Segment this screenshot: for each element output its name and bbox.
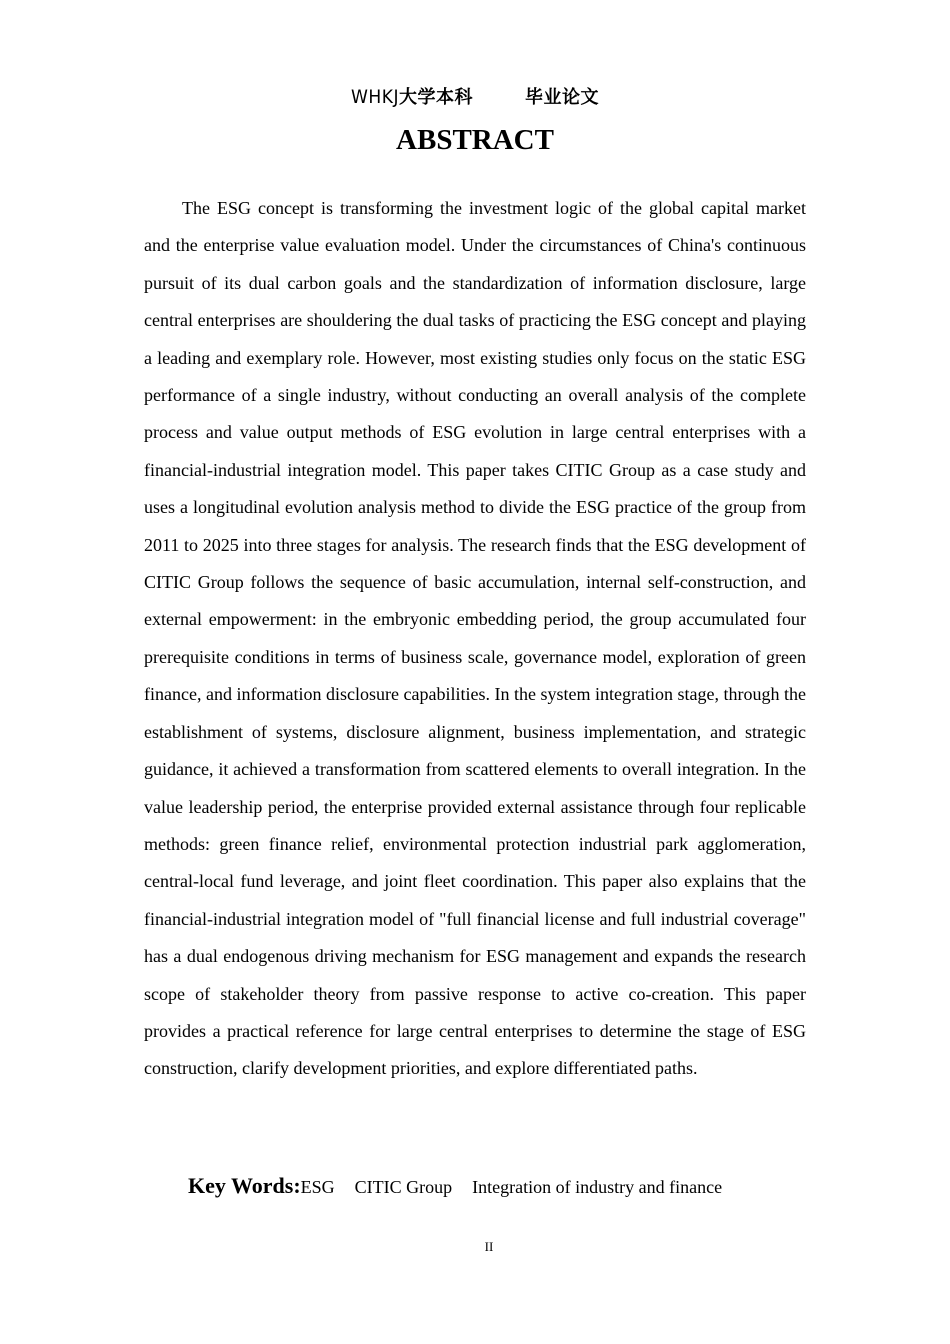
header-university: 大学本科: [399, 87, 473, 108]
keywords-label: Key Words:: [188, 1173, 301, 1198]
page-number: II: [484, 1239, 494, 1254]
abstract-body: The ESG concept is transforming the investment logic of the global capital market and the enterprise value evaluation model. Under the circumstances of China's continuous pursuit of its dual carbon goals and the standardization of information disclosure, large central enterprises are shouldering the dual tasks of practicing the ESG concept and playing a leading and exemplary role. However, most existing studies only focus on the static ESG performance of a single industry, without conducting an overall analysis of the complete process and value output methods of ESG evolution in large central enterprises with a financial-industrial integration model. This paper takes CITIC Group as a case study and uses a longitudinal evolution analysis method to divide the ESG practice of the group from 2011 to 2025 into three stages for analysis. The research finds that the ESG development of CITIC Group follows the sequence of basic accumulation, internal self-construction, and external empowerment: in the embryonic embedding period, the group accumulated four prerequisite conditions in terms of business scale, governance model, exploration of green finance, and information disclosure capabilities. In the system integration stage, through the establishment of systems, disclosure alignment, business implementation, and strategic guidance, it achieved a transformation from scattered elements to overall integration. In the value leadership period, the enterprise provided external assistance through four replicable methods: green finance relief, environmental protection industrial park agglomeration, central-local fund leverage, and joint fleet coordination. This paper also explains that the financial-industrial integration model of "full financial license and full industrial coverage" has a dual endogenous driving mechanism for ESG management and expands the research scope of stakeholder theory from passive response to active co-creation. This paper provides a practical reference for large central enterprises to determine the stage of ESG construction, clarify development priorities, and explore differentiated paths.: [144, 198, 806, 1079]
abstract-title: ABSTRACT: [396, 124, 554, 156]
keyword-item: CITIC Group: [354, 1177, 453, 1197]
keyword-item: ESG: [300, 1177, 335, 1197]
keywords-line: [188, 1170, 828, 1203]
keyword-item: Integration of industry and finance: [472, 1177, 723, 1197]
page-header: [0, 84, 950, 111]
header-thesis-type: 毕业论文: [525, 87, 599, 108]
header-code: WHKJ: [350, 86, 399, 108]
